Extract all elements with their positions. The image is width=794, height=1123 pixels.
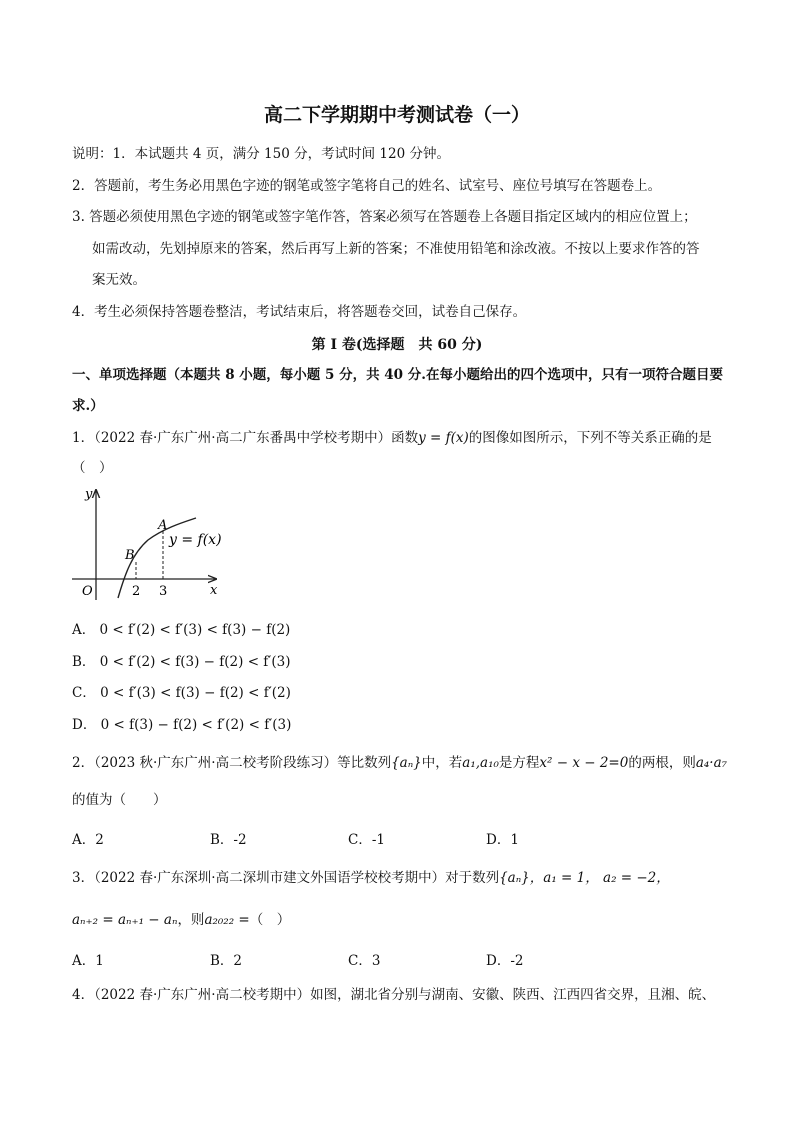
q2-stem-end: 的值为（ ） xyxy=(72,792,167,808)
note-3-cont: 如需改动，先划掉原来的答案，然后再写上新的答案；不准使用铅笔和涂改液。不按以上要求作答的答 xyxy=(92,241,700,257)
note-3: 3. 答题必须使用黑色字迹的钢笔或签字笔作答，答案必须写在答题卷上各题目指定区域内的相应位置上； xyxy=(72,209,697,225)
curve-label: y = f(x) xyxy=(169,532,222,548)
q3-seq: {aₙ} xyxy=(499,870,530,886)
q3-option-c: C．3 xyxy=(348,953,381,969)
q1-blank: （ ） xyxy=(72,460,113,476)
part1-heading: 一、单项选择题（本题共 8 小题，每小题 5 分，共 40 分.在每小题给出的四个选项中，只有一项符合题目要 xyxy=(72,367,723,383)
point-b-label: B xyxy=(125,548,135,563)
tick-3: 3 xyxy=(159,584,168,599)
q2-seq: {aₙ} xyxy=(391,755,422,771)
note-4: 4．考生必须保持答题卷整洁，考试结束后，将答题卷交回，试卷自己保存。 xyxy=(72,304,527,320)
page-title: 高二下学期期中考测试卷（一） xyxy=(263,104,530,126)
q2-roots: a₁,a₁₀ xyxy=(462,755,499,771)
q2-option-a: A．2 xyxy=(72,832,104,848)
q1-option-d: D． 0 < f(3) − f(2) < f′(2) < f′(3) xyxy=(72,717,292,733)
q3-target: a₂₀₂₂ = xyxy=(204,912,250,928)
section-title: 第 I 卷(选择题 共 60 分) xyxy=(311,337,483,353)
q3-option-d: D．-2 xyxy=(486,953,524,969)
q4-stem: 4．（2022 春·广东广州·高二校考期中）如图，湖北省分别与湖南、安徽、陕西、江西四省交界，且湘、皖、 xyxy=(72,987,716,1003)
q2-option-c: C．-1 xyxy=(348,832,385,848)
q2-product: a₄·a₇ xyxy=(695,755,728,771)
q1-stem-b: 的图像如图所示，下列不等关系正确的是 xyxy=(468,430,712,446)
note-2: 2．答题前，考生务必用黑色字迹的钢笔或签字笔将自己的姓名、试室号、座位号填写在答题卷上。 xyxy=(72,178,662,194)
q3-stem-a: 3．（2022 春·广东深圳·高二深圳市建文外国语学校校考期中）对于数列 xyxy=(72,870,500,886)
q3-recurrence-line xyxy=(72,911,290,930)
q1-stem-a: 1．（2022 春·广东广州·高二广东番禺中学校考期中）函数 xyxy=(72,430,419,446)
q3-stem xyxy=(72,869,670,888)
q2-stem-c: 是方程 xyxy=(498,755,540,771)
q1-stem xyxy=(72,429,712,448)
q1-option-b: B． 0 < f′(2) < f(3) − f(2) < f′(3) xyxy=(72,654,291,670)
origin-label: O xyxy=(82,584,93,599)
q1-graph xyxy=(70,482,240,602)
q3-option-a: A．1 xyxy=(72,953,104,969)
q2-equation: x² − x − 2=0 xyxy=(539,755,629,771)
q2-option-d: D．1 xyxy=(486,832,519,848)
x-label: x xyxy=(210,583,218,598)
q3-blank: （ ） xyxy=(249,912,291,928)
y-label: y xyxy=(85,487,93,502)
q1-option-c: C． 0 < f′(3) < f(3) − f(2) < f′(2) xyxy=(72,685,291,701)
q3-init: ，a₁ = 1， a₂ = −2， xyxy=(529,870,670,886)
tick-2: 2 xyxy=(132,584,141,599)
note-3-end: 案无效。 xyxy=(92,272,146,288)
part1-heading-cont: 求.） xyxy=(72,398,104,414)
q1-option-a: A． 0 < f′(2) < f′(3) < f(3) − f(2) xyxy=(72,622,291,638)
note-1: 说明：1．本试题共 4 页，满分 150 分，考试时间 120 分钟。 xyxy=(72,146,450,162)
q3-stem-b: ，则 xyxy=(177,912,205,928)
q1-function: y = f(x) xyxy=(418,430,469,446)
q2-option-b: B．-2 xyxy=(210,832,247,848)
q2-stem-d: 的两根，则 xyxy=(628,755,696,771)
q3-option-b: B．2 xyxy=(210,953,243,969)
point-a-label: A xyxy=(158,518,168,533)
q2-stem-a: 2．（2023 秋·广东广州·高二校考阶段练习）等比数列 xyxy=(72,755,392,771)
q2-stem-b: 中，若 xyxy=(421,755,463,771)
q2-stem xyxy=(72,754,727,773)
q3-recurrence: aₙ₊₂ = aₙ₊₁ − aₙ xyxy=(72,912,178,928)
